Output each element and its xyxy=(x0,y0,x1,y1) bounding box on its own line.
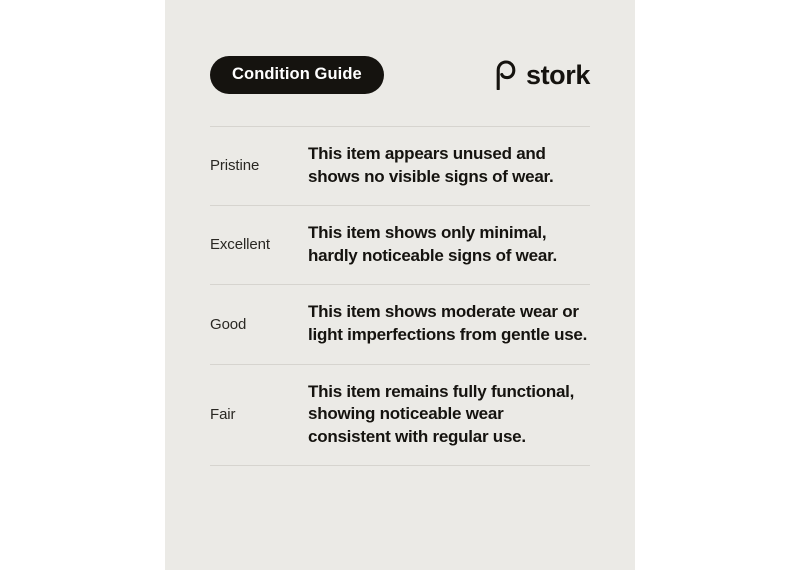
condition-guide-badge: Condition Guide xyxy=(210,56,384,95)
condition-guide-card xyxy=(165,0,635,570)
condition-description: This item shows only minimal, hardly noticeable signs of wear. xyxy=(308,223,557,265)
condition-label: Excellent xyxy=(210,236,270,254)
condition-label: Fair xyxy=(210,406,236,424)
condition-description: This item appears unused and shows no visible signs of wear. xyxy=(308,144,554,186)
condition-table xyxy=(210,126,590,466)
condition-description: This item remains fully functional, showing noticeable wear consistent with regular use. xyxy=(308,381,575,446)
table-row xyxy=(210,365,590,466)
card-content xyxy=(210,0,590,570)
table-row xyxy=(210,285,590,363)
card-header xyxy=(210,55,590,95)
brand-lockup xyxy=(495,60,590,90)
condition-description: This item shows moderate wear or light imperfections from gentle use. xyxy=(308,302,588,345)
brand-name: stork xyxy=(525,59,590,90)
table-row xyxy=(210,127,590,205)
table-row xyxy=(210,206,590,284)
condition-label: Good xyxy=(210,315,247,333)
stork-logo-icon xyxy=(495,60,517,90)
condition-label: Pristine xyxy=(210,157,260,175)
row-divider xyxy=(210,465,590,466)
